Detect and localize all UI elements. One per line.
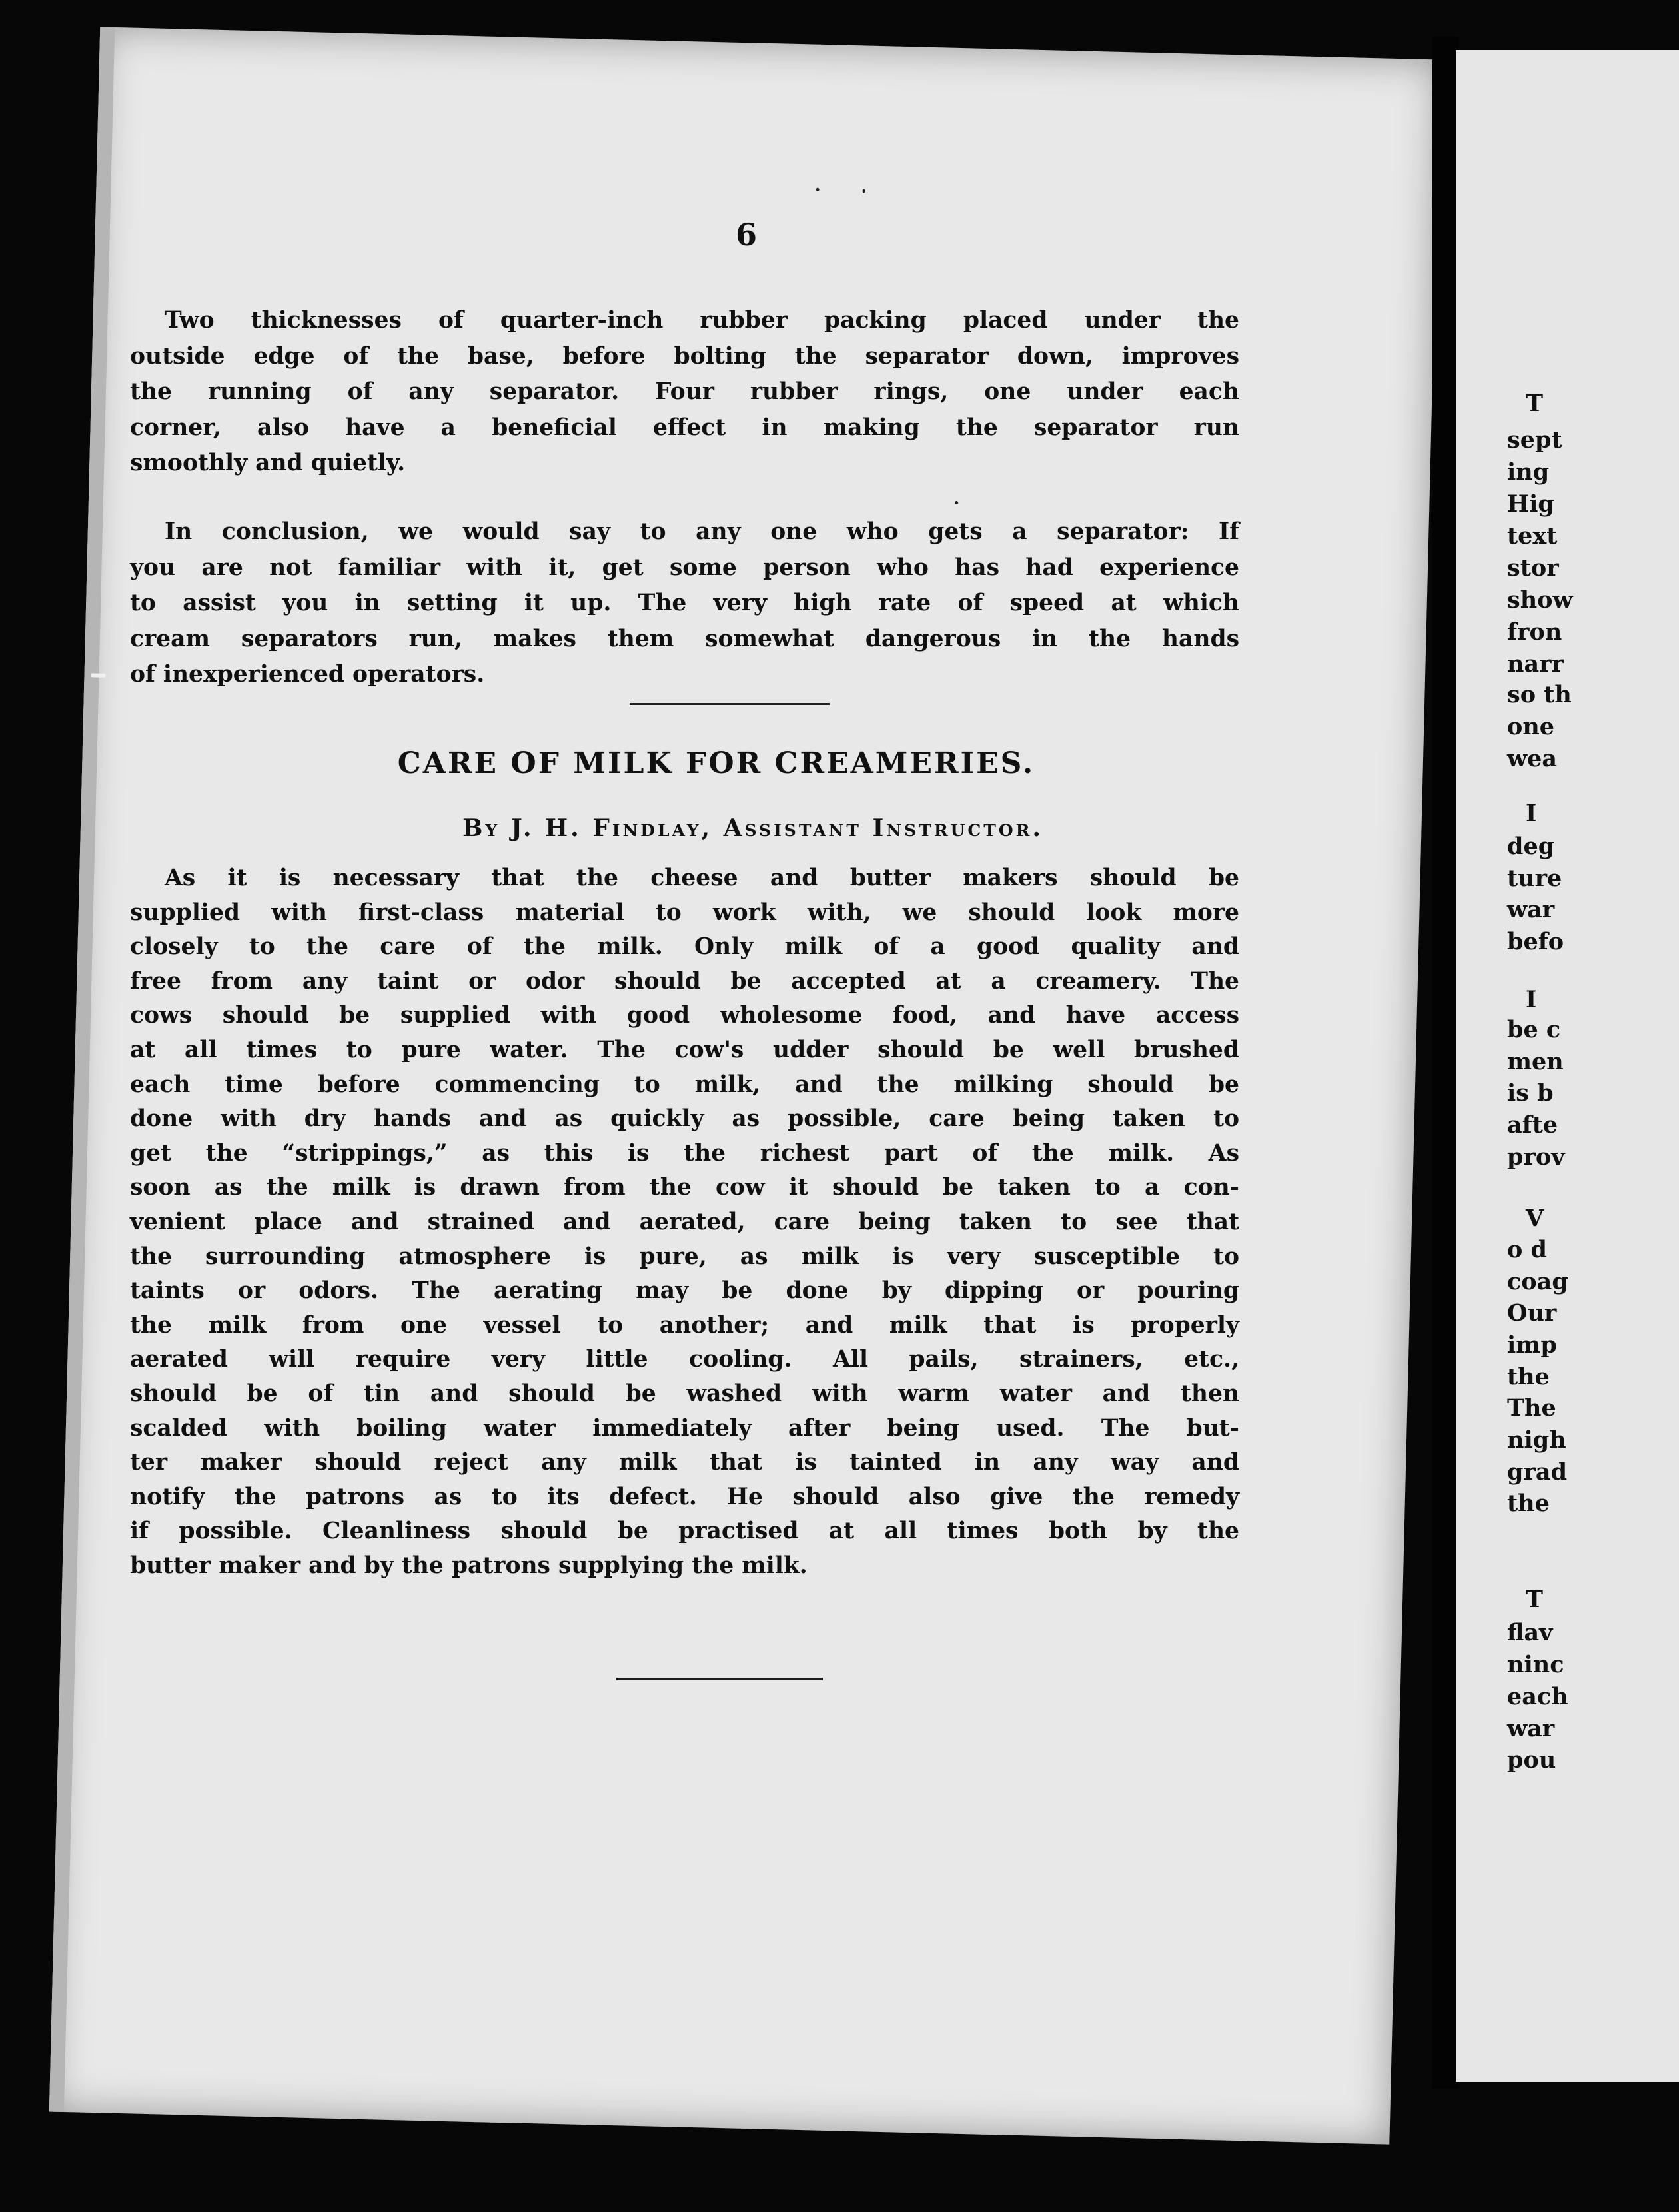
text-line: In conclusion, we would say to any one who gets a separator: If xyxy=(165,518,1239,545)
facing-page-fragment: show xyxy=(1507,586,1573,614)
text-line: the surrounding atmosphere is pure, as milk is very susceptible to xyxy=(130,1243,1239,1270)
text-line: smoothly and quietly. xyxy=(130,450,406,476)
facing-page-fragment: I xyxy=(1526,800,1537,827)
facing-page-fragment: nigh xyxy=(1507,1426,1566,1454)
facing-page-fragment: text xyxy=(1507,522,1558,550)
book-gutter xyxy=(1432,37,1459,2089)
facing-page-fragment: each xyxy=(1507,1683,1568,1710)
text-line: done with dry hands and as quickly as possible, care being taken to xyxy=(130,1105,1239,1133)
text-line: taints or odors. The aerating may be done by dipping or pouring xyxy=(130,1277,1239,1305)
facing-page-fragment: narr xyxy=(1507,650,1564,678)
facing-page-fragment: grad xyxy=(1507,1458,1568,1486)
paragraph-rubber-packing xyxy=(130,303,1239,482)
text-line: butter maker and by the patrons supplying the milk. xyxy=(130,1552,808,1579)
text-line: supplied with first-class material to work with, we should look more xyxy=(130,899,1239,926)
facing-page xyxy=(1456,50,1679,2082)
facing-page-fragment: Our xyxy=(1507,1299,1557,1327)
text-line: notify the patrons as to its defect. He should also give the remedy xyxy=(130,1483,1239,1510)
facing-page-fragment: ninc xyxy=(1507,1651,1564,1678)
facing-page-fragment: one xyxy=(1507,713,1555,740)
facing-page-fragment: flav xyxy=(1507,1619,1553,1646)
facing-page-fragment: T xyxy=(1526,390,1544,417)
facing-page-fragment: so th xyxy=(1507,681,1572,708)
facing-page-fragment: prov xyxy=(1507,1143,1565,1171)
text-line: cream separators run, makes them somewhat dangerous in the hands xyxy=(130,625,1239,652)
facing-page-fragment: pou xyxy=(1507,1746,1556,1774)
paragraph-conclusion xyxy=(130,514,1239,693)
text-line: should be of tin and should be washed with warm water and then xyxy=(130,1380,1239,1407)
facing-page-fragment: Hig xyxy=(1507,490,1554,518)
facing-page-fragment: afte xyxy=(1507,1111,1558,1139)
facing-page-fragment: wea xyxy=(1507,745,1558,772)
facing-page-fragment: is b xyxy=(1507,1079,1554,1107)
text-line: the running of any separator. Four rubber rings, one under each xyxy=(130,378,1239,405)
text-line: scalded with boiling water immediately after being used. The but- xyxy=(130,1414,1239,1442)
facing-page-fragment: fron xyxy=(1507,618,1562,646)
facing-page-fragment: the xyxy=(1507,1363,1550,1390)
facing-page-fragment: befo xyxy=(1507,928,1564,955)
facing-page-fragment: V xyxy=(1526,1205,1544,1232)
facing-page-fragment: I xyxy=(1526,986,1537,1013)
text-line: each time before commencing to milk, and the milking should be xyxy=(130,1071,1239,1098)
page-number: 6 xyxy=(735,217,757,253)
text-line: free from any taint or odor should be accepted at a creamery. The xyxy=(130,967,1239,995)
end-rule xyxy=(616,1678,823,1680)
text-line: of inexperienced operators. xyxy=(130,661,485,688)
text-line: corner, also have a beneficial effect in making the separator run xyxy=(130,414,1239,441)
text-line: to assist you in setting it up. The very high rate of speed at which xyxy=(130,590,1239,616)
section-divider xyxy=(630,703,830,705)
facing-page-fragment: ture xyxy=(1507,865,1562,892)
facing-page-fragment: The xyxy=(1507,1394,1556,1422)
facing-page-fragment: o d xyxy=(1507,1236,1548,1263)
text-line: get the “strippings,” as this is the richest part of the milk. As xyxy=(130,1139,1239,1167)
text-line: if possible. Cleanliness should be practised at all times both by the xyxy=(130,1518,1239,1545)
paragraph-care-of-milk xyxy=(130,861,1239,1583)
text-line: cows should be supplied with good wholesome food, and have access xyxy=(130,1002,1239,1029)
text-line: Two thicknesses of quarter-inch rubber packing placed under the xyxy=(165,307,1239,334)
text-line: soon as the milk is drawn from the cow it should be taken to a con- xyxy=(130,1174,1239,1201)
text-line: aerated will require very little cooling. All pails, strainers, etc., xyxy=(130,1346,1239,1373)
text-line: closely to the care of the milk. Only milk of a good quality and xyxy=(130,933,1239,961)
facing-page-fragment: be c xyxy=(1507,1016,1561,1043)
facing-page-fragment: deg xyxy=(1507,833,1555,860)
facing-page-fragment: men xyxy=(1507,1048,1564,1075)
text-line: the milk from one vessel to another; and milk that is properly xyxy=(130,1311,1239,1339)
facing-page-fragment: war xyxy=(1507,896,1555,923)
facing-page-fragment: sept xyxy=(1507,426,1562,454)
text-line: outside edge of the base, before bolting the separator down, improves xyxy=(130,342,1239,370)
facing-page-fragment: imp xyxy=(1507,1331,1557,1359)
facing-page-fragment: the xyxy=(1507,1490,1550,1517)
facing-page-fragment: stor xyxy=(1507,554,1559,582)
facing-page-fragment: war xyxy=(1507,1715,1555,1742)
facing-page-fragment: T xyxy=(1526,1586,1544,1613)
facing-page-fragment: ing xyxy=(1507,458,1550,486)
facing-page-fragment: coag xyxy=(1507,1268,1568,1295)
article-byline: By J. H. Findlay, Assistant Instructor. xyxy=(462,814,1043,842)
text-line: at all times to pure water. The cow's udder should be well brushed xyxy=(130,1036,1239,1063)
article-title: CARE OF MILK FOR CREAMERIES. xyxy=(397,746,1035,780)
text-line: you are not familiar with it, get some person who has had experience xyxy=(130,554,1239,581)
text-line: As it is necessary that the cheese and butter makers should be xyxy=(165,865,1239,891)
text-line: venient place and strained and aerated, care being taken to see that xyxy=(130,1208,1239,1235)
text-line: ter maker should reject any milk that is tainted in any way and xyxy=(130,1449,1239,1476)
